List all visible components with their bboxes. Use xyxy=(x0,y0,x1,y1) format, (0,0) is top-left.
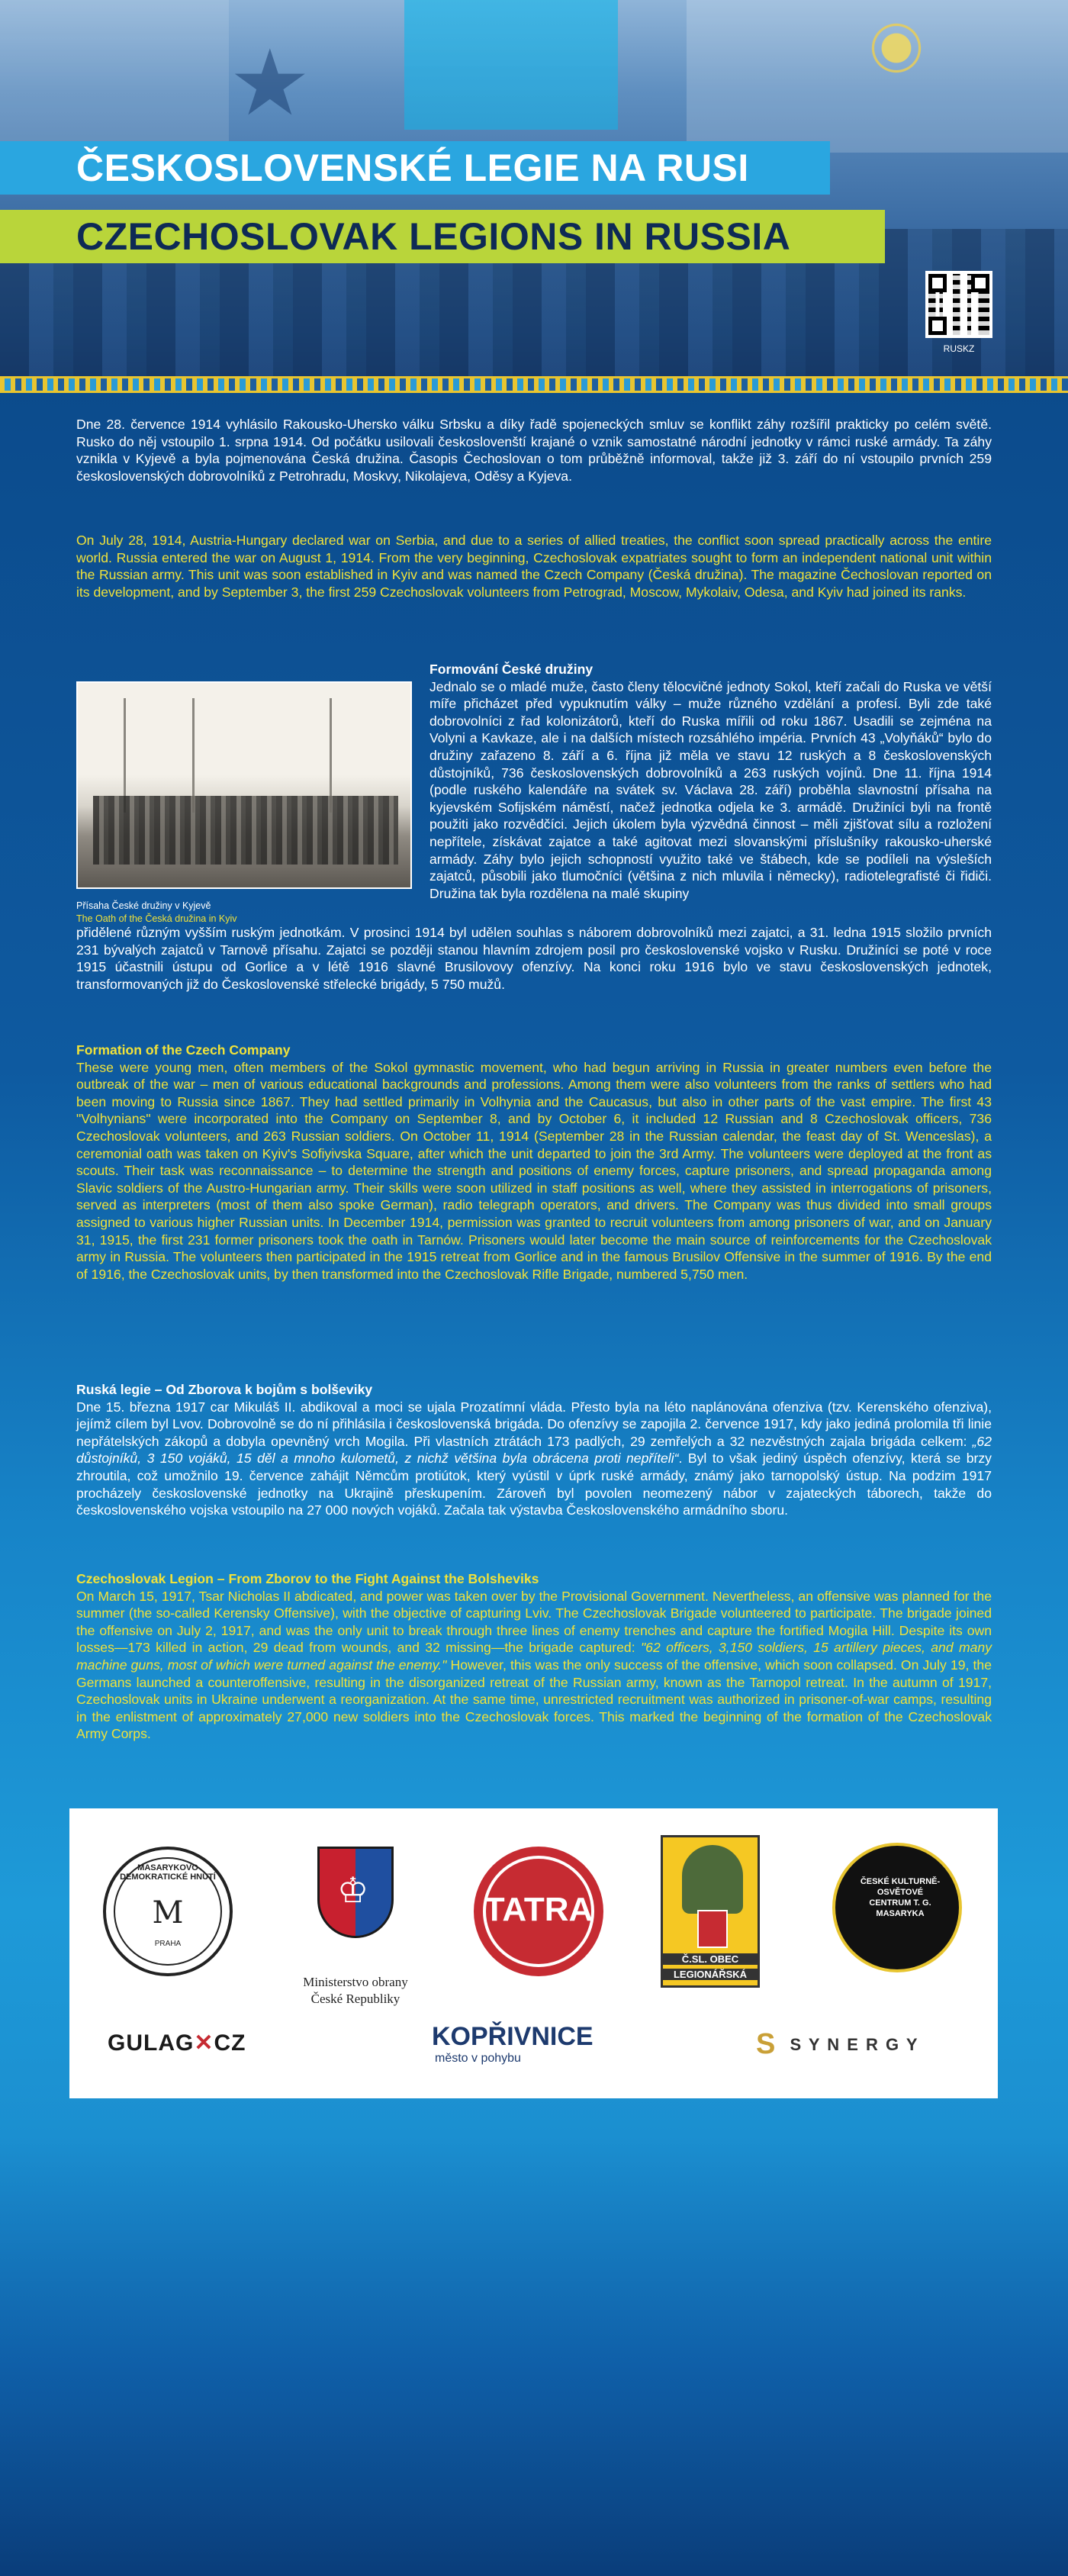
section2-heading-en: Czechoslovak Legion – From Zborov to the Fight Against the Bolsheviks xyxy=(76,1571,539,1586)
section1-en xyxy=(76,1042,992,1283)
intro-text-cz: Dne 28. července 1914 vyhlásilo Rakousko-Uhersko válku Srbsku a díky řadě spojeneckých smluv se konflikt záhy rozšířil prakticky po celém světě. Rusko do něj vstoupilo 1. srpna 1914. Od počátku usilovali českoslovenští krajané o vznik samostatné národní jednotky v rámci ruské armády. Ta záhy vznikla v Kyjevě a byla pojmenována Česká družina. Časopis Čechoslovan o tom průběžně informoval, takže již 3. září do ní vstoupilo prvních 259 československých dobrovolníků z Petrohradu, Moskvy, Nikolajeva, Oděsy a Kyjeva. xyxy=(76,417,992,484)
section1-heading-en: Formation of the Czech Company xyxy=(76,1042,291,1058)
masaryk-cultural-centre-logo: ČESKÉ KULTURNĚ-OSVĚTOVÉ CENTRUM T. G. MASARYKA xyxy=(832,1843,962,1972)
synergy-s-icon: S xyxy=(756,2028,776,2060)
photo-caption-en: The Oath of the Česká družina in Kyiv xyxy=(76,913,237,924)
section1-text-cz-full: přidělené různým vyšším ruským jednotkám. V prosinci 1914 byl udělen souhlas s náborem dobrovolníků mezi zajatci, a 31. ledna 1915 složilo prvních 231 bývalých zajatců v Tarnově přísahu. Zajatci se později stanou hlavním zdrojem posil pro československé vojsko v Rusku. Družiníci se poté v roce 1915 účastnili ústupu od Gorlice a v létě 1916 slavné Brusilovovy ofenzívy. Na konci roku 1916 bylo ve stavu československých jednotek, transformovaných již do Československé střelecké brigády, 5 750 mužů. xyxy=(76,925,992,992)
section2-cz xyxy=(76,1381,992,1519)
star-icon: ★ xyxy=(229,32,311,134)
section2-heading-cz: Ruská legie – Od Zborova k bojům s bolševiky xyxy=(76,1382,373,1397)
ministry-of-defence-logo: ♔ Ministerstvo obrany České Republiky xyxy=(287,1847,424,2022)
masaryk-movement-logo: MASARYKOVO DEMOKRATICKÉ HNUTÍ M PRAHA xyxy=(103,1847,233,1976)
section2-text-en-b: However, this was the only success of the offensive, which soon collapsed. On July 19, the Germans launched a counteroffensive, resulting in the disorganized retreat of the Russian army, known as the Tarnopol retreat. In the autumn of 1917, Czechoslovak units in Ukraine underwent a reorganization. At the same time, unrestricted recruitment was authorized in prisoner-of-war camps, resulting in the enlistment of approximately 27,000 new soldiers into the Czechoslovak forces. This marked the beginning of the formation of the Czechoslovak Army Corps. xyxy=(76,1657,992,1742)
koprivnice-logo: KOPŘIVNICE město v pohybu xyxy=(432,2022,594,2065)
intro-text-en: On July 28, 1914, Austria-Hungary declared war on Serbia, and due to a series of allied treaties, the conflict soon spread practically across the entire world. Russia entered the war on August 1, 1914. From the very beginning, Czechoslovak expatriates sought to form an independent national unit within the Russian army. This unit was soon established in Kyiv and was named the Czech Company (Česká družina). The magazine Čechoslovan reported on its development, and by September 3, the first 259 Czechoslovak volunteers from Petrograd, Moscow, Mykolaiv, Odesa, and Kyiv had joined its ranks. xyxy=(76,533,992,600)
photo-caption-cz: Přísaha České družiny v Kyjevě xyxy=(76,900,211,911)
header-banner xyxy=(0,0,1068,382)
page-title-cz: ČESKOSLOVENSKÉ LEGIE NA RUSI xyxy=(0,141,830,195)
synergy-logo: S S Y N E R G Y xyxy=(756,2028,919,2060)
oath-photo xyxy=(76,681,412,889)
section2-text-en-a: On March 15, 1917, Tsar Nicholas II abdicated, and power was taken over by the Provisional Government. Nevertheless, an offensive was planned for the summer (the so-called Kerensky Offensive), with the objective of capturing Lviv. The Czechoslovak Brigade volunteered to participate. The brigade joined the offensive on July 2, 1917, and was the only unit to break through three lines of enemy trenches and capture the fortified Mogila Hill. Despite its own losses—173 killed in action, 29 dead from wounds, and 32 missing—the brigade captured: xyxy=(76,1588,992,1656)
header-photo-soldier xyxy=(687,0,1068,153)
section2-quote-en: "62 officers, 3,150 soldiers, 15 artillery pieces, and many machine guns, most of which were turned against the enemy." xyxy=(76,1640,992,1673)
section1-cz-side xyxy=(429,661,992,902)
gulag-cz-logo: GULAG✕CZ xyxy=(108,2030,246,2056)
wire-icon: ✕ xyxy=(194,2030,214,2056)
section2-quote-cz: „62 důstojníků, 3 150 vojáků, 15 děl a mnoho kulometů, z nichž většina byla obrácena proti nepříteli“ xyxy=(76,1433,992,1467)
section2-en xyxy=(76,1570,992,1743)
header-photo-monument xyxy=(0,0,229,153)
section2-text-cz-a: Dne 15. března 1917 car Mikuláš II. abdikoval a moci se ujala Prozatímní vláda. Přesto byla na léto naplánována ofenziva (tzv. Kerenského ofenziva), jejímž cílem byl Lvov. Dobrovolně se do ní přihlásila i československá brigáda. Do ofenzívy se zapojila 2. července 1917, kdy jako jediná prolomila tři linie nepřátelských zákopů a dobyla opevněný vrch Mogila. Při vlastních ztrátách 173 padlých, 29 zemřelých a 32 nezvěstných zajala brigáda celkem: xyxy=(76,1399,992,1449)
section1-text-en: These were young men, often members of the Sokol gymnastic movement, who had begun arriving in Russia in greater numbers even before the outbreak of the war – men of various educational backgrounds and professions. Among them were also volunteers from the ranks of settlers who had been moving to Russia since 1867. They had settled primarily in Volhynia and the Caucasus, but also in other parts of the vast empire. The first 43 "Volhynians" were incorporated into the Company on September 8, and by October 6, it included 12 Russian and 8 Czechoslovak officers, 736 Czechoslovak volunteers, and 263 Russian soldiers. On October 11, 1914 (September 28 in the Russian calendar, the feast day of St. Wenceslas), a ceremonial oath was taken on Kyiv's Sofiyivska Square, after which the unit departed to join the 3rd Army. The volunteers were deployed at the front as scouts. Their task was reconnaissance – to determine the strength and positions of enemy forces, capture prisoners, and spread propaganda among Slavic soldiers of the Austro-Hungarian army. Their skills were soon utilized in staff positions as well, where they assisted in interrogations of prisoners, served as interpreters (most of them also spoke German), radio telegraph operators, and drivers. The Company was thus divided into small groups assigned to various higher Russian units. In December 1914, permission was granted to recruit volunteers from among prisoners of war, and on January 31, 1915, the first 231 former prisoners took the oath in Tarnów. Prisoners would later become the main source of reinforcements for the Czechoslovak army in Russia. The volunteers then participated in the 1915 retreat from Gorlice and in the famous Brusilov Offensive in the summer of 1916. By the end of 1916, the Czechoslovak units, by then transformed into the Czechoslovak Rifle Brigade, numbered 5,750 men. xyxy=(76,1059,992,1282)
section1-text-cz-side: Jednalo se o mladé muže, často členy tělocvičné jednoty Sokol, kteří začali do Ruska ve větší míře přicházet před vypuknutím války – muže různého vzdělání a profesí. Byli zde také dobrovolníci z řad kolonizátorů, kteří do Ruska mířili od roku 1867. Usadili se zejména na Volyni a Kavkaze, ale i na dalších místech rozsáhlého impéria. Prvních 43 „Volyňáků“ bylo do družiny zařazeno 8. září a 6. října již měla ve stavu 12 ruských a 8 československých důstojníků, 736 československých dobrovolníků a 263 ruských vojínů. Dne 11. října 1914 (podle ruského kalendáře na svátek sv. Václava 28. září) proběhla slavnostní přísaha na kyjevském Sofijském náměstí, načež jednotka odjela ke 3. armádě. Družiníci byli na frontě použiti jako rozvědčíci. Jejich úkolem byla výzvědná činnost – měli zjišťovat sílu a rozložení nepřítele, získávat zajatce a také agitovat mezi slovanskými příslušníky rakousko-uherské armády. Záhy bylo jejich schopností využito také ve štábech, kde se podíleli na výsleších zajatců, působili jako tlumočníci (většina z nich mluvila i německy), radiotelegrafisté či řidiči. Družina tak byla rozdělena na malé skupiny xyxy=(429,678,992,901)
section1-heading-cz: Formování České družiny xyxy=(429,662,594,677)
qr-label: RUSKZ xyxy=(943,343,975,354)
partner-logos-panel xyxy=(69,1808,998,2098)
tatra-logo: TATRA xyxy=(474,1847,603,1976)
qr-code[interactable] xyxy=(925,271,992,338)
section2-text-cz-b: . Byl to však jediný úspěch ofenzívy, která se brzy zhroutila, což umožnilo 19. července zahájit Němcům protiútok, který vyústil v úprk ruské armády, známý jako tarnopolský ústup. Na podzim 1917 procházely československé jednotky na Ukrajině přeskupením. Zároveň byl povolen neomezený nábor v zajateckých táborech, takže do československého vojska vstoupilo na 27 000 nových vojáků. Začala tak výstavba Československého armádního sboru. xyxy=(76,1451,992,1518)
ornament-border xyxy=(0,376,1068,393)
kazakhstan-flag-image xyxy=(404,0,618,130)
page-title-en: CZECHOSLOVAK LEGIONS IN RUSSIA xyxy=(0,210,885,263)
legion-community-logo: Č.SL. OBEC LEGIONÁŘSKÁ xyxy=(661,1835,760,1988)
lion-icon: ♔ xyxy=(337,1870,369,1910)
